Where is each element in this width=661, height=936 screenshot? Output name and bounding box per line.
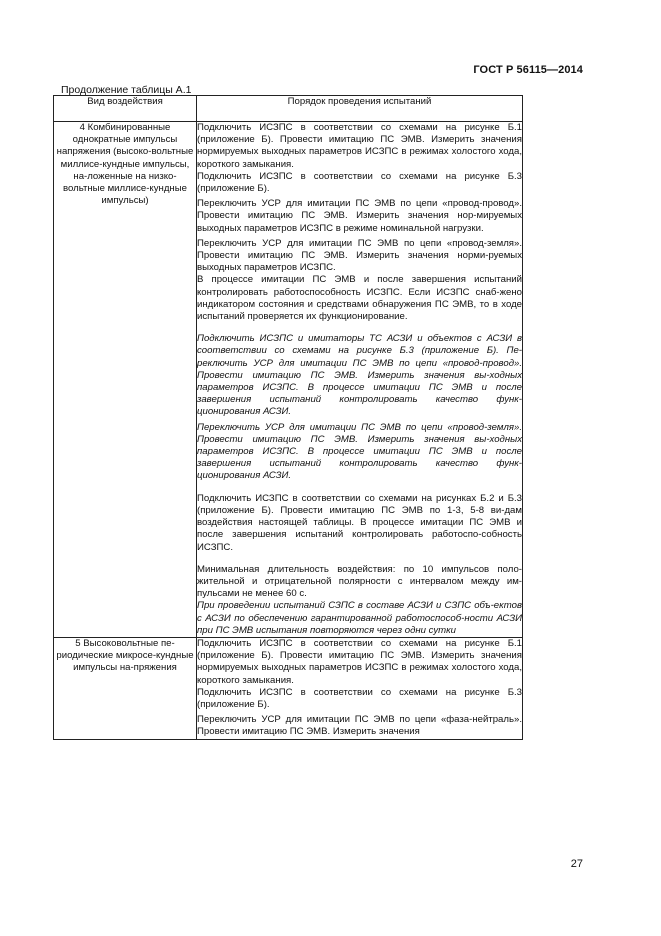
standard-designation: ГОСТ Р 56115—2014 [473, 64, 583, 76]
effect-cell: 5 Высоковольтные пе-риодические микросе-кундные импульсы на-пряжения [54, 637, 197, 739]
procedure-paragraph: Переключить УСР для имитации ПС ЭМВ по цепи «провод-земля». Провести имитацию ПС ЭМВ. Измерить значения норми-руемых выходных параметров ИСЗПС. [197, 237, 522, 274]
table-header-row [54, 96, 523, 122]
procedure-paragraph: Минимальная длительность воздействия: по 10 импульсов поло-жительной и отрицательной полярности с интервалом между им-пульсами не менее 60 с. [197, 563, 522, 600]
procedure-cell [197, 637, 523, 739]
procedure-cell [197, 122, 523, 638]
effect-cell: 4 Комбинированные однократные импульсы напряжения (высоко-вольтные миллисе-кундные импульсы, на-ложенные на низко-вольтные миллисе-кундные импульсы) [54, 122, 197, 638]
procedure-paragraph: Подключить ИСЗПС в соответствии со схемами на рисунке Б.1 (приложение Б). Провести имитацию ПС ЭМВ. Измерить значения нормируемых выходных параметров ИСЗПС в режимах холостого хода, короткого замыкания. [197, 122, 522, 170]
procedure-paragraph-italic: При проведении испытаний СЗПС в составе АСЗИ и СЗПС объ-ектов с АСЗИ по обеспечению гарантированной работоспособ-ности АСЗИ при ПС ЭМВ испытания повторяются через одни сутки [197, 600, 522, 636]
procedure-paragraph: В процессе имитации ПС ЭМВ и после завершения испытаний контролировать работоспособность ИСЗПС. Если ИСЗПС снаб-жено индикатором состояния и средствами обнаружения ПС ЭМВ, то в ходе испытаний проверяется их функционирование. [197, 274, 522, 323]
table-row [54, 122, 523, 638]
procedure-paragraph: Переключить УСР для имитации ПС ЭМВ по цепи «фаза-нейтраль». Провести имитацию ПС ЭМВ. Измерить значения [197, 714, 522, 738]
procedure-paragraph: Подключить ИСЗПС в соответствии со схемами на рисунке Б.3 (приложение Б). [197, 686, 522, 710]
procedure-paragraph: Подключить ИСЗПС в соответствии со схемами на рисунках Б.2 и Б.3 (приложение Б). Провести имитацию ПС ЭМВ по 1-3, 5-8 ви-дам воздействия настоящей таблицы. В процессе имитации ПС ЭМВ и после завершения испытаний контролировать работоспо-собность ИСЗПС. [197, 492, 522, 553]
table-row [54, 637, 523, 739]
procedure-paragraph: Подключить ИСЗПС в соответствии со схемами на рисунке Б.3 (приложение Б). [197, 170, 522, 195]
procedure-paragraph: Подключить ИСЗПС в соответствии со схемами на рисунке Б.1 (приложение Б). Провести имитацию ПС ЭМВ. Измерить значения нормируемых выходных параметров ИСЗПС в режимах холостого хода, короткого замыкания. [197, 637, 522, 686]
procedure-paragraph-italic: Подключить ИСЗПС и имитаторы ТС АСЗИ и объектов с АСЗИ в соответствии со схемами на рисунке Б.3 (приложение Б). Пе-реключить УСР для имитации ПС ЭМВ по цепи «провод-провод». Провести имитацию ПС ЭМВ. Измерить значения вы-ходных параметров ИСЗПС. В процессе имитации ПС ЭМВ и после завершения испытаний контролировать качество функ-ционирования АСЗИ. [197, 333, 522, 418]
test-procedure-table [53, 95, 523, 740]
procedure-paragraph-italic: Переключить УСР для имитации ПС ЭМВ по цепи «провод-земля». Провести имитацию ПС ЭМВ. Измерить значения вы-ходных параметров ИСЗПС. В процессе имитации ПС ЭМВ и после завершения испытаний контролировать качество функ-ционирования АСЗИ. [197, 421, 522, 482]
column-header-procedure: Порядок проведения испытаний [197, 96, 523, 122]
table-caption: Продолжение таблицы А.1 [61, 84, 192, 96]
page-number: 27 [570, 858, 583, 870]
column-header-effect: Вид воздействия [54, 96, 197, 122]
procedure-paragraph: Переключить УСР для имитации ПС ЭМВ по цепи «провод-провод». Провести имитацию ПС ЭМВ. Измерить значения нор-мируемых выходных параметров ИСЗПС в режиме номинальной нагрузки. [197, 198, 522, 234]
